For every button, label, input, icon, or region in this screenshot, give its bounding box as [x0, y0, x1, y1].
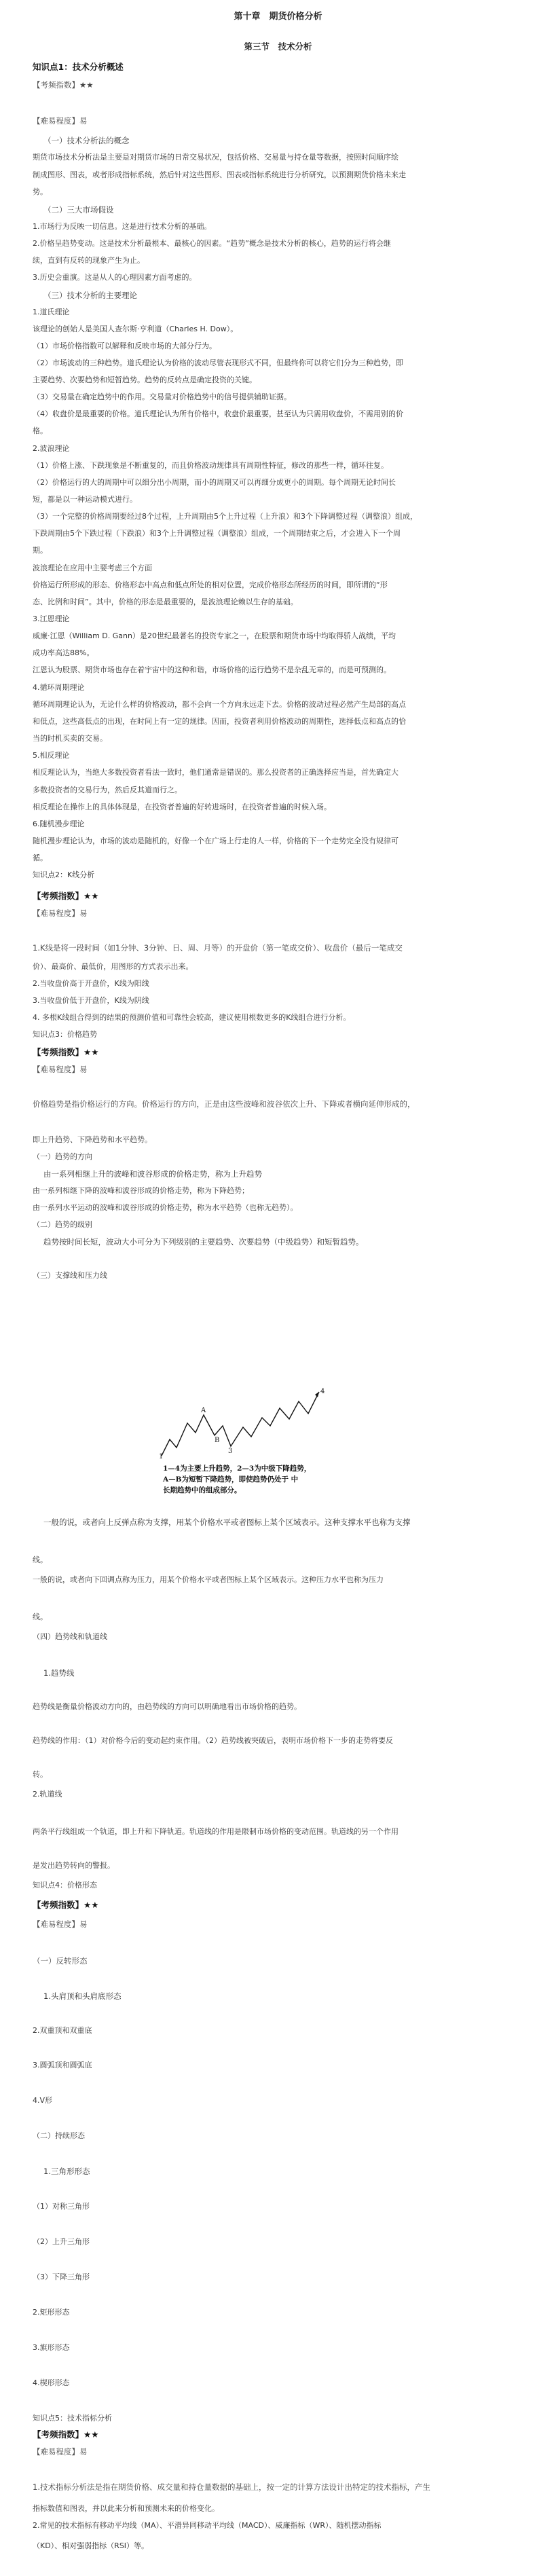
kp2-heading: 【考频指数】★★: [33, 891, 99, 901]
paragraph-line: （三）支撑线和压力线: [33, 1271, 107, 1280]
diagram-caption-line: 长期趋势中的组成部分。: [163, 1486, 242, 1494]
list-item: 2.矩形形态: [33, 2308, 70, 2317]
paragraph-line: 3.江恩理论: [33, 614, 70, 623]
paragraph-line: 趋势线是衡量价格波动方向的，由趋势线的方向可以明确地看出市场价格的趋势。: [33, 1702, 301, 1711]
paragraph-line: 线。: [33, 1556, 48, 1564]
paragraph-line: 相反理论认为，当绝大多数投资者看法一致时，他们通常是错误的。那么投资者的正确选择应当是，首先确定大: [33, 768, 399, 777]
paragraph-line: 2.波浪理论: [33, 444, 70, 453]
point-label: 3: [228, 1448, 233, 1455]
paragraph-line: 价格运行所形成的形态、价格形态中高点和低点所处的相对位置，完成价格形态所经历的时间，即所谓的“形: [33, 581, 388, 589]
paragraph-line: （二）趋势的级别: [33, 1220, 92, 1229]
subheading: 一般的说，或者向上反弹点称为支撑，用某个价格水平或者图标上某个区域表示。这种支撑水平也称为支撑: [43, 1517, 411, 1527]
paragraph-line: 主要趋势、次要趋势和短暂趋势。趋势的反转点是确定投资的关键。: [33, 375, 257, 384]
kp1-difficulty: 【难易程度】易: [33, 116, 88, 126]
paragraph-line: 随机漫步理论认为，市场的波动是随机的，好像一个在广场上行走的人一样，价格的下一个走势完全没有规律可: [33, 836, 399, 845]
subheading: （一）技术分析法的概念: [43, 136, 130, 145]
paragraph-line: 转。: [33, 1770, 48, 1779]
section-title: 第三节 技术分析: [244, 41, 312, 52]
list-item: 2.双重顶和双重底: [33, 2026, 92, 2035]
subheading: 由一系列相继上升的波峰和波谷形成的价格走势，称为上升趋势: [43, 1169, 262, 1179]
list-item: 3.旗形形态: [33, 2343, 70, 2352]
paragraph-line: 下跌周期由5个下跌过程（下跌浪）和3个上升调整过程（调整浪）组成，一个周期结束之后，才会进入下一个周: [33, 529, 401, 538]
paragraph-line: 势。: [33, 187, 48, 196]
paragraph-line: 知识点2：K线分析: [33, 870, 95, 879]
diagram-caption-line: 1—4为主要上升趋势，2—3为中级下降趋势，: [163, 1465, 312, 1473]
paragraph-line: 该理论的创始人是美国人查尔斯·亨利道（Charles H. Dow）。: [33, 325, 238, 333]
paragraph-line: 两条平行线组成一个轨道，即上升和下降轨道。轨道线的作用是限制市场价格的变动范围。轨道线的另一个作用: [33, 1827, 399, 1836]
list-item: 3.圆弧顶和圆弧底: [33, 2061, 92, 2069]
kp4-frequency: 【难易程度】易: [33, 1919, 88, 1929]
paragraph-line: 短，都是以一种运动模式进行。: [33, 495, 137, 504]
trend-levels-diagram: [157, 1385, 392, 1501]
kp3-frequency: 【难易程度】易: [33, 1065, 88, 1074]
paragraph-line: （KD）、相对强弱指标（RSI）等。: [33, 2541, 149, 2550]
paragraph-line: 波浪理论在应用中主要考虑三个方面: [33, 564, 152, 572]
list-item: 4.V形: [33, 2096, 53, 2105]
list-item: （二）持续形态: [33, 2131, 85, 2140]
paragraph-line: 2.价格呈趋势变动。这是技术分析最根本、最核心的因素。“趋势”概念是技术分析的核心，趋势的运行将会继: [33, 239, 391, 248]
paragraph-line: 线。: [33, 1613, 48, 1621]
kp4-difficulty: （一）反转形态: [33, 1956, 88, 1966]
paragraph-line: 2.轨道线: [33, 1790, 62, 1799]
paragraph-line: （4）收盘价是最重要的价格。道氏理论认为所有价格中，收盘价最重要，甚至认为只需用收盘价，不需用别的价: [33, 409, 403, 418]
paragraph-line: 指标数值和图表，并以此来分析和预测未来的价格变化。: [33, 2504, 219, 2513]
paragraph-line: 态、比例和时间”。其中，价格的形态是最重要的，是波浪理论赖以生存的基础。: [33, 597, 298, 606]
trend-zigzag-line: [162, 1392, 319, 1456]
subheading: （二）三大市场假设: [43, 205, 114, 215]
paragraph-line: 制成图形、图表，或者形成指标系统，然后针对这些图形、图表或指标系统进行分析研究，以预测期货价格未来走: [33, 170, 406, 179]
kp2-frequency: 【难易程度】易: [33, 908, 88, 918]
paragraph-line: 知识点4：价格形态: [33, 1881, 97, 1890]
list-item: （1）对称三角形: [33, 2202, 90, 2211]
paragraph-line: 4.循环周期理论: [33, 683, 85, 692]
paragraph-line: 续，直到有反转的现象产生为止。: [33, 256, 145, 265]
list-item: （2）上升三角形: [33, 2237, 90, 2246]
paragraph-line: （2）市场波动的三种趋势。道氏理论认为价格的波动尽管表现形式不同，但最终你可以将它们分为三种趋势，即: [33, 358, 403, 367]
paragraph-line: 相反理论在操作上的具体体现是，在投资者普遍的好转进场时，在投资者普遍的时候入场。: [33, 803, 331, 811]
point-label: 1: [159, 1453, 164, 1460]
paragraph-line: 1.市场行为反映一切信息。这是进行技术分析的基础。: [33, 222, 212, 231]
paragraph-line: （1）市场价格指数可以解释和反映市场的大部分行为。: [33, 342, 217, 350]
subheading: 1.趋势线: [43, 1668, 75, 1678]
paragraph-line: 期。: [33, 546, 48, 555]
paragraph-line: 6.随机漫步理论: [33, 820, 85, 828]
paragraph-line: 3.当收盘价低于开盘价，K线为阴线: [33, 996, 149, 1005]
kp5-difficulty: 1.技术指标分析法是指在期货价格、成交量和持仓量数据的基础上，按一定的计算方法设计出特定的技术指标，产生: [33, 2482, 430, 2492]
point-label: B: [215, 1437, 220, 1444]
paragraph-line: 价）、最高价、最低价，用图形的方式表示出来。: [33, 962, 193, 971]
paragraph-line: 循环周期理论认为，无论什么样的价格波动，都不会向一个方向永远走下去。价格的波动过程必然产生局部的高点: [33, 700, 406, 709]
kp1-heading: 知识点1：技术分析概述: [33, 62, 124, 72]
paragraph-line: 知识点3：价格趋势: [33, 1030, 97, 1039]
subheading: 1.头肩顶和头肩底形态: [43, 1991, 122, 2001]
paragraph-line: （1）价格上涨、下跌现象是不断重复的，而且价格波动规律具有周期性特征，修改的那些一样，循环往复。: [33, 461, 388, 470]
trend-zigzag-svg: [157, 1385, 392, 1460]
point-label: 4: [320, 1388, 325, 1395]
paragraph-line: （3）交易量在确定趋势中的作用。交易量对价格趋势中的信号提供辅助证据。: [33, 392, 291, 401]
paragraph-line: 1.道氏理论: [33, 308, 70, 316]
paragraph-line: 循。: [33, 853, 48, 862]
trend-arrow-head: [315, 1392, 319, 1397]
diagram-caption-line: A—B为短暂下降趋势，即使趋势仍处于 中: [163, 1475, 299, 1484]
kp3-heading: 【考频指数】★★: [33, 1047, 99, 1057]
list-item: 4.楔形形态: [33, 2378, 70, 2387]
kp1-frequency: 【考频指数】★★: [33, 80, 94, 90]
paragraph-line: 一般的说，或者向下回调点称为压力，用某个价格水平或者图标上某个区域表示。这种压力水平也称为压力: [33, 1575, 384, 1584]
paragraph-line: （四）趋势线和轨道线: [33, 1632, 107, 1641]
paragraph-line: 期货市场技术分析法是主要是对期货市场的日常交易状况，包括价格、交易量与持仓量等数据，按照时间顺序绘: [33, 153, 399, 162]
paragraph-line: 威廉·江恩（William D. Gann）是20世纪最著名的投资专家之一，在股票和期货市场中均取得骄人战绩，平均: [33, 631, 396, 640]
paragraph-line: 2.常见的技术指标有移动平均线（MA）、平滑异同移动平均线（MACD）、威廉指标（WR）、随机摆动指标: [33, 2521, 382, 2530]
subheading: 1.三角形形态: [43, 2167, 90, 2176]
paragraph-line: 成功率高达88%。: [33, 648, 94, 657]
paragraph-line: 是发出趋势转向的警报。: [33, 1861, 115, 1870]
paragraph-line: 和低点，这些高低点的出现，在时间上有一定的规律。因而，投资者利用价格波动的周期性，选择低点和高点的恰: [33, 717, 406, 726]
paragraph-line: 当的时机买卖的交易。: [33, 734, 107, 743]
paragraph-line: 2.当收盘价高于开盘价，K线为阳线: [33, 979, 149, 988]
kp5-heading: 【考频指数】★★: [33, 2429, 99, 2440]
paragraph-line: 江恩认为股票、期货市场也存在着宇宙中的这种和谐，市场价格的运行趋势不是杂乱无章的，而是可预测的。: [33, 665, 391, 674]
list-item: 知识点5：技术指标分析: [33, 2414, 112, 2423]
paragraph-line: 趋势线的作用：（1）对价格今后的变动起约束作用。（2）趋势线被突破后，表明市场价格下一步的走势将要反: [33, 1736, 393, 1745]
kp2-difficulty: 1.K线是将一段时间（如1分钟、3分钟、日、周、月等）的开盘价（第一笔成交价）、收盘价（最后一笔成交: [33, 943, 403, 953]
paragraph-line: 格。: [33, 426, 48, 435]
paragraph-line: 由一系列水平运动的波峰和波谷形成的价格走势，称为水平趋势（也称无趋势）。: [33, 1203, 298, 1212]
kp3-difficulty: 价格趋势是指价格运行的方向。价格运行的方向，正是由这些波峰和波谷依次上升、下降或者横向延伸形成的，: [33, 1099, 415, 1109]
paragraph-line: 多数投资者的交易行为，然后反其道而行之。: [33, 786, 182, 794]
subheading: 趋势按时间长短，波动大小可分为下列级别的主要趋势、次要趋势（中级趋势）和短暂趋势。: [43, 1237, 364, 1247]
kp4-heading: 【考频指数】★★: [33, 1900, 99, 1910]
chapter-title: 第十章 期货价格分析: [234, 12, 322, 22]
paragraph-line: 4. 多根K线组合得到的结果的预测价值和可靠性会较高，建议使用根数更多的K线组合进行分析。: [33, 1013, 351, 1022]
kp5-frequency: 【难易程度】易: [33, 2447, 88, 2457]
paragraph-line: 5.相反理论: [33, 751, 70, 760]
subheading: （三）技术分析的主要理论: [43, 291, 137, 300]
paragraph-line: （2）价格运行的大的周期中可以细分出小周期，而小的周期又可以再细分成更小的周期。每个周期无论时间长: [33, 478, 396, 487]
paragraph-line: （一）趋势的方向: [33, 1152, 92, 1161]
paragraph-line: （3）一个完整的价格周期要经过8个过程，上升周期由5个上升过程（上升浪）和3个下降调整过程（调整浪）组成，: [33, 512, 418, 521]
point-label: A: [201, 1407, 206, 1414]
list-item: （3）下降三角形: [33, 2273, 90, 2281]
paragraph-line: 由一系列相继下降的波峰和波谷形成的价格走势，称为下降趋势；: [33, 1186, 249, 1195]
paragraph-line: 即上升趋势、下降趋势和水平趋势。: [33, 1135, 152, 1144]
paragraph-line: 3.历史会重演。这是从人的心理因素方面考虑的。: [33, 273, 197, 282]
